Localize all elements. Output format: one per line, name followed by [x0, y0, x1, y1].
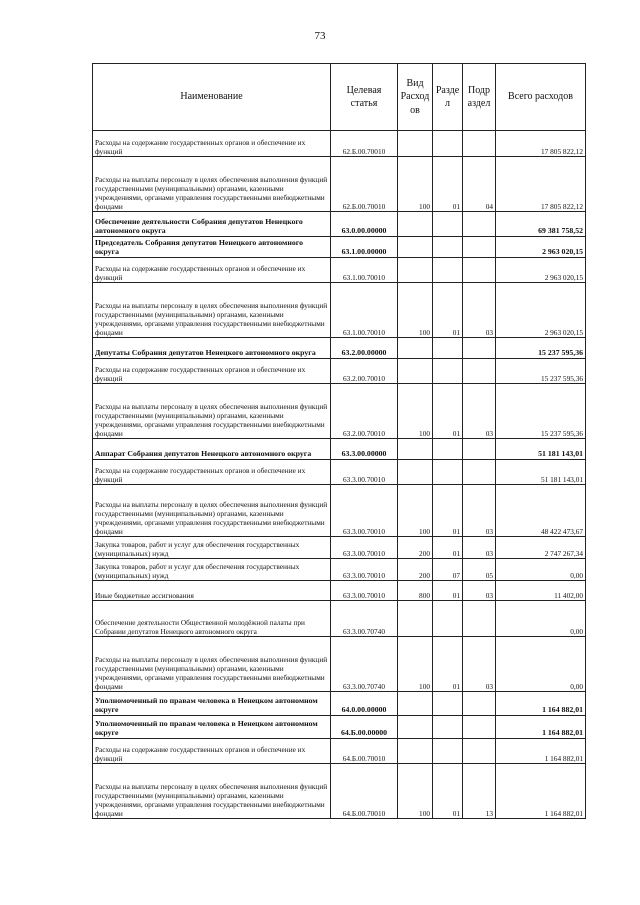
- cell-name: Иные бюджетные ассигнования: [93, 581, 331, 601]
- cell-type: 100: [398, 157, 433, 212]
- cell-target: 63.1.00.00000: [331, 237, 398, 258]
- cell-type: 200: [398, 559, 433, 581]
- cell-subsection: 03: [463, 384, 496, 439]
- cell-section: [433, 237, 463, 258]
- cell-name: Расходы на содержание государственных органов и обеспечение их функций: [93, 258, 331, 283]
- cell-total: 69 381 758,52: [496, 212, 586, 237]
- cell-target: 64.Б.00.70010: [331, 764, 398, 819]
- cell-type: [398, 237, 433, 258]
- table-row: [93, 212, 586, 237]
- cell-subsection: 03: [463, 537, 496, 559]
- cell-total: 11 402,00: [496, 581, 586, 601]
- cell-name: Расходы на выплаты персоналу в целях обеспечения выполнения функций государственными (муниципальными) органами, казенными учреждениями, органами управления государственными внебюджетными фондами: [93, 283, 331, 338]
- cell-name: Расходы на выплаты персоналу в целях обеспечения выполнения функций государственными (муниципальными) органами, казенными учреждениями, органами управления государственными внебюджетными фондами: [93, 485, 331, 537]
- cell-subsection: 03: [463, 485, 496, 537]
- cell-total: 51 181 143,01: [496, 439, 586, 460]
- cell-total: 1 164 882,01: [496, 739, 586, 764]
- cell-name: Расходы на выплаты персоналу в целях обеспечения выполнения функций государственными (муниципальными) органами, казенными учреждениями, органами управления государственными внебюджетными фондами: [93, 637, 331, 692]
- cell-name: Обеспечение деятельности Общественной молодёжной палаты при Собрании депутатов Ненецкого автономного округа: [93, 601, 331, 637]
- cell-section: [433, 338, 463, 359]
- table-row: [93, 637, 586, 692]
- table-row: [93, 439, 586, 460]
- cell-type: [398, 692, 433, 716]
- cell-target: 63.1.00.70010: [331, 283, 398, 338]
- cell-target: 63.3.00.70010: [331, 581, 398, 601]
- cell-section: [433, 716, 463, 739]
- cell-total: 1 164 882,01: [496, 716, 586, 739]
- cell-section: 01: [433, 485, 463, 537]
- cell-target: 64.0.00.00000: [331, 692, 398, 716]
- cell-section: [433, 131, 463, 157]
- cell-section: [433, 212, 463, 237]
- cell-name: Председатель Собрания депутатов Ненецкого автономного округа: [93, 237, 331, 258]
- cell-target: 63.3.00.70740: [331, 601, 398, 637]
- cell-name: Расходы на содержание государственных органов и обеспечение их функций: [93, 739, 331, 764]
- cell-subsection: [463, 258, 496, 283]
- cell-type: [398, 359, 433, 384]
- cell-target: 63.3.00.00000: [331, 439, 398, 460]
- header-target: Целевая статья: [331, 64, 398, 131]
- cell-name: Расходы на содержание государственных органов и обеспечение их функций: [93, 460, 331, 485]
- budget-table: [92, 63, 586, 819]
- cell-name: Депутаты Собрания депутатов Ненецкого автономного округа: [93, 338, 331, 359]
- cell-section: 07: [433, 559, 463, 581]
- cell-type: [398, 338, 433, 359]
- cell-target: 63.3.00.70010: [331, 537, 398, 559]
- cell-type: [398, 212, 433, 237]
- table-row: [93, 559, 586, 581]
- cell-subsection: [463, 601, 496, 637]
- cell-total: 0,00: [496, 601, 586, 637]
- cell-section: [433, 739, 463, 764]
- table-row: [93, 131, 586, 157]
- cell-type: 100: [398, 637, 433, 692]
- table-row: [93, 384, 586, 439]
- cell-target: 63.3.00.70010: [331, 460, 398, 485]
- cell-subsection: [463, 359, 496, 384]
- header-name: Наименование: [93, 64, 331, 131]
- cell-target: 63.2.00.70010: [331, 384, 398, 439]
- cell-name: Уполномоченный по правам человека в Ненецком автономном округе: [93, 716, 331, 739]
- table-row: [93, 581, 586, 601]
- cell-subsection: [463, 212, 496, 237]
- table-row: [93, 601, 586, 637]
- table-row: [93, 692, 586, 716]
- cell-total: 2 747 267,34: [496, 537, 586, 559]
- cell-target: 63.0.00.00000: [331, 212, 398, 237]
- header-total: Всего расходов: [496, 64, 586, 131]
- cell-subsection: 13: [463, 764, 496, 819]
- cell-total: 15 237 595,36: [496, 359, 586, 384]
- cell-name: Обеспечение деятельности Собрания депутатов Ненецкого автономного округа: [93, 212, 331, 237]
- table-row: [93, 716, 586, 739]
- cell-name: Закупка товаров, работ и услуг для обеспечения государственных (муниципальных) нужд: [93, 537, 331, 559]
- cell-type: [398, 601, 433, 637]
- table-row: [93, 283, 586, 338]
- cell-section: 01: [433, 384, 463, 439]
- cell-total: 0,00: [496, 637, 586, 692]
- cell-target: 63.3.00.70740: [331, 637, 398, 692]
- cell-subsection: [463, 739, 496, 764]
- cell-name: Расходы на содержание государственных органов и обеспечение их функций: [93, 359, 331, 384]
- cell-target: 63.1.00.70010: [331, 258, 398, 283]
- header-subsection: Подр аздел: [463, 64, 496, 131]
- table-header-row: [93, 64, 586, 131]
- cell-total: 15 237 595,36: [496, 338, 586, 359]
- cell-type: [398, 716, 433, 739]
- cell-section: [433, 439, 463, 460]
- cell-section: 01: [433, 764, 463, 819]
- cell-total: 51 181 143,01: [496, 460, 586, 485]
- cell-subsection: 03: [463, 283, 496, 338]
- cell-name: Расходы на выплаты персоналу в целях обеспечения выполнения функций государственными (муниципальными) органами, казенными учреждениями, органами управления государственными внебюджетными фондами: [93, 157, 331, 212]
- cell-type: [398, 258, 433, 283]
- cell-target: 64.Б.00.70010: [331, 739, 398, 764]
- table-row: [93, 258, 586, 283]
- cell-target: 63.2.00.70010: [331, 359, 398, 384]
- table-row: [93, 460, 586, 485]
- header-type: Вид Расход ов: [398, 64, 433, 131]
- cell-type: 800: [398, 581, 433, 601]
- cell-total: 2 963 020,15: [496, 283, 586, 338]
- cell-subsection: 05: [463, 559, 496, 581]
- cell-subsection: 03: [463, 581, 496, 601]
- cell-total: 0,00: [496, 559, 586, 581]
- cell-section: [433, 359, 463, 384]
- cell-type: 100: [398, 283, 433, 338]
- table-row: [93, 764, 586, 819]
- table-row: [93, 359, 586, 384]
- cell-target: 62.Б.00.70010: [331, 157, 398, 212]
- cell-type: 100: [398, 764, 433, 819]
- cell-name: Уполномоченный по правам человека в Ненецком автономном округе: [93, 692, 331, 716]
- cell-subsection: 04: [463, 157, 496, 212]
- cell-type: 100: [398, 384, 433, 439]
- cell-subsection: [463, 439, 496, 460]
- cell-total: 48 422 473,67: [496, 485, 586, 537]
- cell-total: 1 164 882,01: [496, 764, 586, 819]
- cell-subsection: [463, 460, 496, 485]
- cell-name: Аппарат Собрания депутатов Ненецкого автономного округа: [93, 439, 331, 460]
- cell-section: [433, 258, 463, 283]
- cell-target: 64.Б.00.00000: [331, 716, 398, 739]
- cell-target: 63.3.00.70010: [331, 559, 398, 581]
- cell-type: [398, 131, 433, 157]
- cell-name: Закупка товаров, работ и услуг для обеспечения государственных (муниципальных) нужд: [93, 559, 331, 581]
- cell-section: 01: [433, 581, 463, 601]
- cell-total: 2 963 020,15: [496, 237, 586, 258]
- cell-subsection: [463, 338, 496, 359]
- cell-total: 15 237 595,36: [496, 384, 586, 439]
- page-number: 73: [314, 30, 326, 42]
- cell-section: [433, 460, 463, 485]
- header-section: Разде л: [433, 64, 463, 131]
- cell-section: 01: [433, 283, 463, 338]
- cell-target: 63.2.00.00000: [331, 338, 398, 359]
- cell-subsection: [463, 237, 496, 258]
- cell-subsection: [463, 131, 496, 157]
- table-row: [93, 485, 586, 537]
- table-row: [93, 157, 586, 212]
- cell-subsection: 03: [463, 637, 496, 692]
- cell-total: 17 805 822,12: [496, 131, 586, 157]
- cell-type: 200: [398, 537, 433, 559]
- cell-total: 17 805 822,12: [496, 157, 586, 212]
- cell-total: 2 963 020,15: [496, 258, 586, 283]
- cell-section: 01: [433, 637, 463, 692]
- cell-section: [433, 601, 463, 637]
- cell-name: Расходы на содержание государственных органов и обеспечение их функций: [93, 131, 331, 157]
- table-row: [93, 739, 586, 764]
- cell-subsection: [463, 692, 496, 716]
- cell-subsection: [463, 716, 496, 739]
- cell-section: 01: [433, 537, 463, 559]
- cell-section: 01: [433, 157, 463, 212]
- cell-type: [398, 739, 433, 764]
- cell-target: 63.3.00.70010: [331, 485, 398, 537]
- cell-type: [398, 439, 433, 460]
- cell-type: 100: [398, 485, 433, 537]
- cell-type: [398, 460, 433, 485]
- table-row: [93, 237, 586, 258]
- cell-name: Расходы на выплаты персоналу в целях обеспечения выполнения функций государственными (муниципальными) органами, казенными учреждениями, органами управления государственными внебюджетными фондами: [93, 384, 331, 439]
- cell-section: [433, 692, 463, 716]
- cell-name: Расходы на выплаты персоналу в целях обеспечения выполнения функций государственными (муниципальными) органами, казенными учреждениями, органами управления государственными внебюджетными фондами: [93, 764, 331, 819]
- table-row: [93, 338, 586, 359]
- cell-target: 62.Б.00.70010: [331, 131, 398, 157]
- cell-total: 1 164 882,01: [496, 692, 586, 716]
- table-row: [93, 537, 586, 559]
